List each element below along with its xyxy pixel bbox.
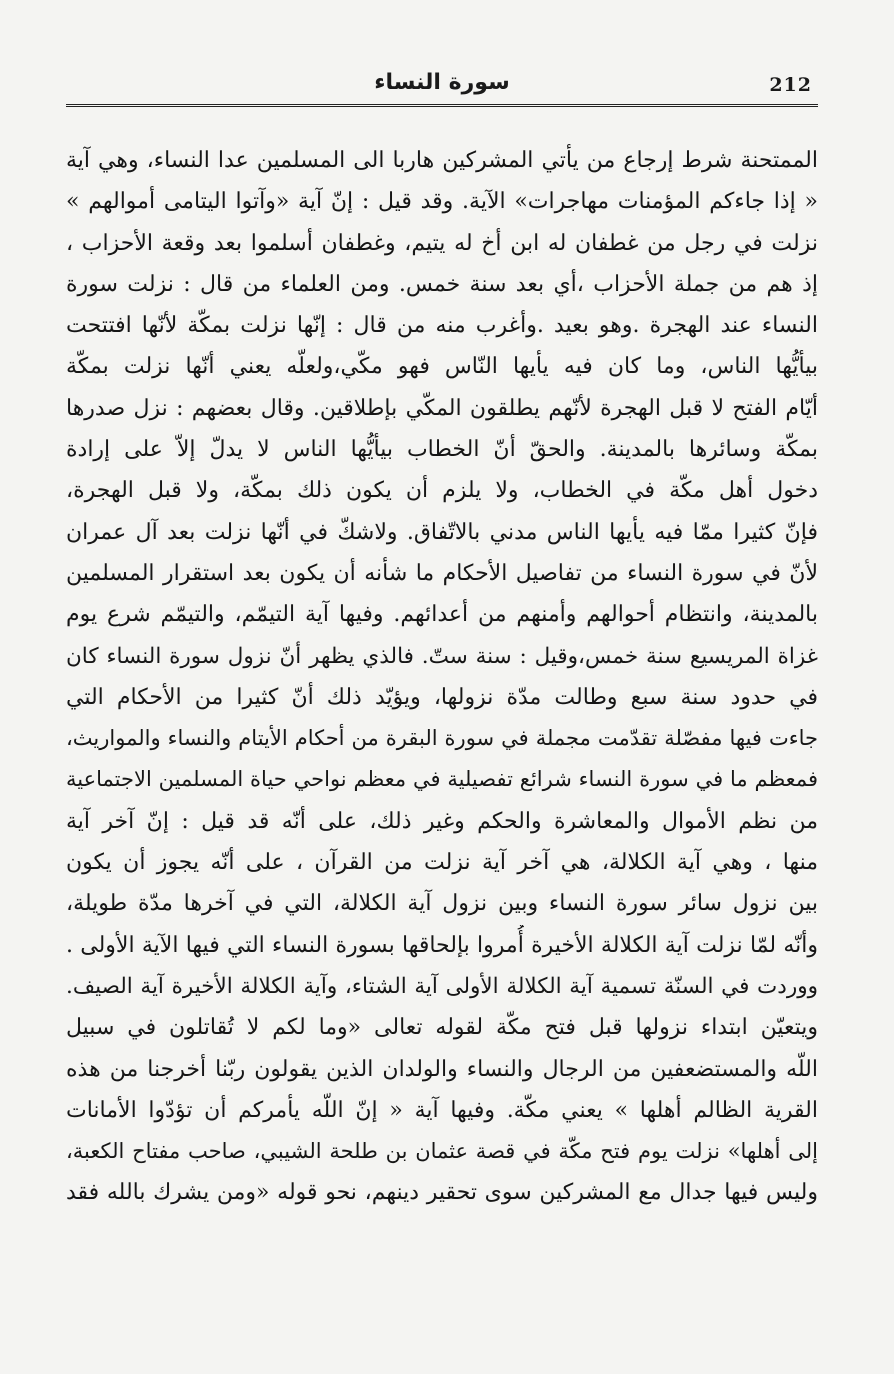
text-line: القرية الظالم أهلها » يعني مكّة. وفيها آية « إنّ اللّه يأمركم أن تؤدّوا الأمانات (66, 1097, 818, 1123)
text-line: فإنّ كثيرا ممّا فيه يأيها الناس مدني بالاتّفاق. ولاشكّ في أنّها نزلت بعد آل عمران (66, 519, 818, 545)
text-line: « إذا جاءكم المؤمنات مهاجرات» الآية. وقد قيل : إنّ آية «وآتوا اليتامى أموالهم » (66, 189, 818, 215)
page-number: 212 (769, 74, 812, 96)
text-line: دخول أهل مكّة في الخطاب، ولا يلزم أن يكون ذلك بمكّة، ولا قبل الهجرة، (66, 478, 818, 504)
text-line: جاءت فيها مفصّلة تقدّمت مجملة في سورة البقرة من أحكام الأيتام والنساء والمواريث، (66, 726, 818, 751)
text-line: بيأيُّها الناس، وما كان فيه يأيها النّاس فهو مكّي،ولعلّه يعني أنّها نزلت بمكّة (66, 354, 818, 380)
text-line: غزاة المريسيع سنة خمس،وقيل : سنة ستّ. فالذي يظهر أنّ نزول سورة النساء كان (66, 643, 818, 669)
text-line: فمعظم ما في سورة النساء شرائع تفصيلية في معظم نواحي حياة المسلمين الاجتماعية (66, 767, 818, 792)
text-line: ووردت في السنّة تسمية آية الكلالة الأولى آية الشتاء، وآية الكلالة الأخيرة آية الصيف. (66, 973, 818, 999)
header-divider (66, 104, 818, 107)
body-text (66, 140, 818, 1214)
text-line: لأنّ في سورة النساء من تفاصيل الأحكام ما شأنه أن يكون بعد استقرار المسلمين (66, 560, 818, 586)
text-line: بالمدينة، وانتظام أحوالهم وأمنهم من أعدائهم. وفيها آية التيمّم، والتيمّم شرع يوم (66, 602, 818, 628)
text-line: ويتعيّن ابتداء نزولها قبل فتح مكّة لقوله تعالى «وما لكم لا تُقاتلون في سبيل (66, 1015, 818, 1041)
text-line: اللّه والمستضعفين من الرجال والنساء والولدان الذين يقولون ربّنا أخرجنا من هذه (66, 1056, 818, 1082)
text-line: أيّام الفتح لا قبل الهجرة لأنّهم يطلقون المكّي بإطلاقين. وقال بعضهم : نزل صدرها (66, 395, 818, 421)
text-line: إلى أهلها» نزلت يوم فتح مكّة في قصة عثمان بن طلحة الشيبي، صاحب مفتاح الكعبة، (66, 1139, 818, 1164)
text-line: نزلت في رجل من غطفان له ابن أخ له يتيم، وغطفان أسلموا بعد وقعة الأحزاب ، (66, 230, 818, 256)
running-title: سورة النساء (374, 70, 510, 95)
text-line: النساء عند الهجرة .وهو بعيد .وأغرب منه من قال : إنّها نزلت بمكّة لأنّها افتتحت (66, 313, 818, 339)
text-line: إذ هم من جملة الأحزاب ،أي بعد سنة خمس. ومن العلماء من قال : نزلت سورة (66, 271, 818, 297)
text-line: في حدود سنة سبع وطالت مدّة نزولها، ويؤيّد ذلك أنّ كثيرا من الأحكام التي (66, 684, 818, 710)
text-line: منها ، وهي آية الكلالة، هي آخر آية نزلت من القرآن ، على أنّه يجوز أن يكون (66, 850, 818, 876)
text-line: بمكّة وسائرها بالمدينة. والحقّ أنّ الخطاب بيأيُّها الناس لا يدلّ إلاّ على إرادة (66, 437, 818, 463)
page-header (66, 68, 818, 104)
text-line: الممتحنة شرط إرجاع من يأتي المشركين هاربا الى المسلمين عدا النساء، وهي آية (66, 148, 818, 173)
text-line: وليس فيها جدال مع المشركين سوى تحقير دينهم، نحو قوله «ومن يشرك بالله فقد (66, 1180, 818, 1206)
text-line: بين نزول سائر سورة النساء وبين نزول آية الكلالة، التي في آخرها مدّة طويلة، (66, 891, 818, 917)
text-line: من نظم الأموال والمعاشرة والحكم وغير ذلك، على أنّه قد قيل : إنّ آخر آية (66, 808, 818, 834)
text-line: وأنّه لمّا نزلت آية الكلالة الأخيرة أُمروا بإلحاقها بسورة النساء التي فيها الآية الأولى . (66, 932, 818, 958)
